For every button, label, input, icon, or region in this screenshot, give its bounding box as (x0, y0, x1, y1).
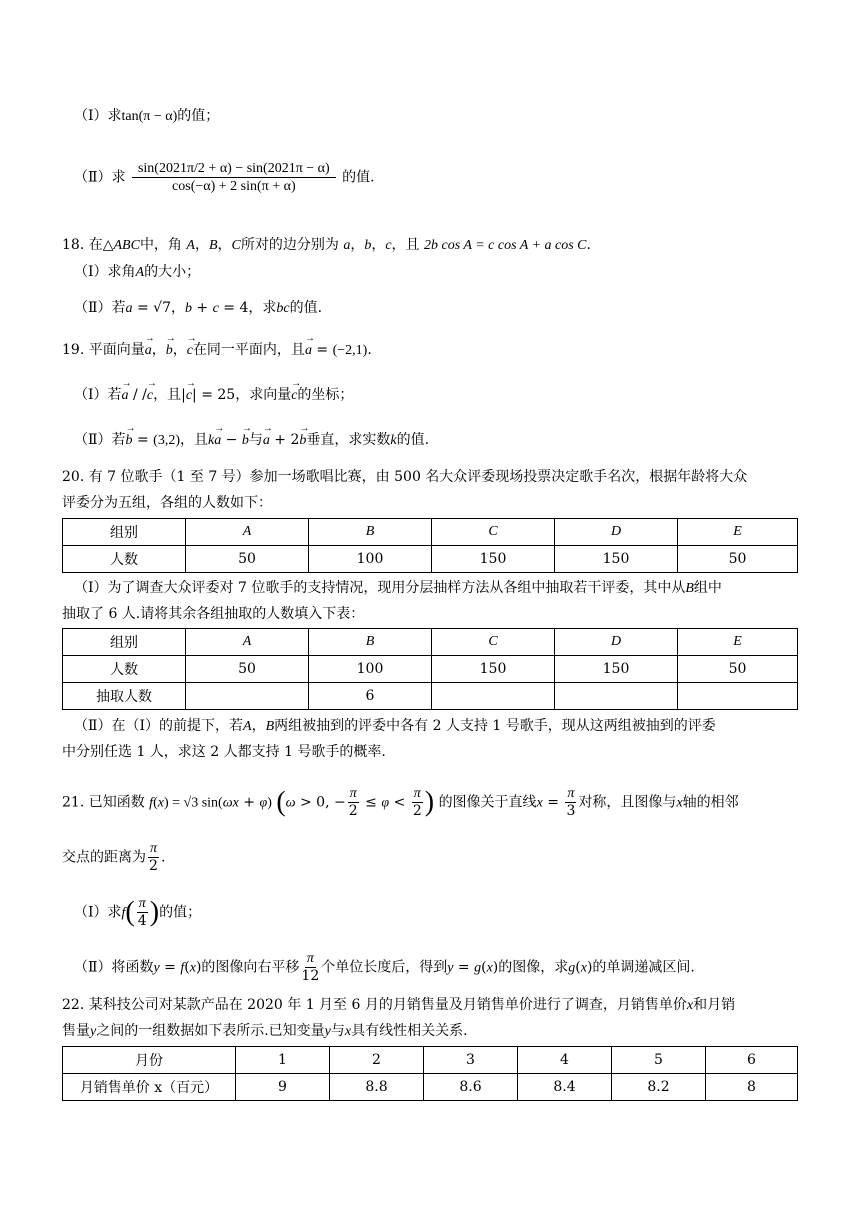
table-cell: 抽取人数 (63, 683, 186, 710)
table-cell: 8.6 (424, 1074, 518, 1101)
table-cell: 150 (555, 546, 678, 573)
q22-table (62, 1046, 798, 1101)
q20-table1 (62, 518, 798, 573)
table-cell: 6 (309, 683, 432, 710)
table-cell: D (555, 519, 678, 546)
table-cell: 5 (612, 1047, 706, 1074)
answer-cell-d[interactable] (555, 683, 678, 710)
table-cell: C (432, 519, 555, 546)
q20-table2 (62, 628, 798, 710)
table-cell: 6 (706, 1047, 798, 1074)
table-cell: 100 (309, 656, 432, 683)
q19-part2: （Ⅱ）若→ b = (3,2)，且k→ a − → b与→ a + 2→ b垂直，求实数k的值. (74, 430, 429, 451)
table-cell: E (678, 629, 798, 656)
table-cell: 1 (236, 1047, 330, 1074)
table-cell: 8.2 (612, 1074, 706, 1101)
q20-stem-line1: 20. 有 7 位歌手（1 至 7 号）参加一场歌唱比赛，由 500 名大众评委现场投票决定歌手名次，根据年龄将大众 (62, 469, 748, 485)
q22-stem-line1: 22. 某科技公司对某款产品在 2020 年 1 月至 6 月的月销售量及月销售单价进行了调查，月销售单价x和月销 (62, 997, 736, 1013)
q21-part1: （Ⅰ）求f( $\frac{\pi}{4}$ )的值； (74, 896, 202, 929)
table-cell: 50 (678, 656, 798, 683)
q17-part2: （Ⅱ）求 $\frac{\sin(2021\pi/2 + \alpha) - \sin(2021\pi - \alpha)}{\cos(-\alpha) + 2 \sin(\pi + \alpha)}$ 的值. (74, 161, 375, 194)
q19-stem: 19. 平面向量→ a，→ b，→ c在同一平面内，且→ a = (−2,1). (62, 340, 372, 361)
table-cell: 月份 (63, 1047, 236, 1074)
table-cell: 8.8 (330, 1074, 424, 1101)
table-cell: 2 (330, 1047, 424, 1074)
table-cell: A (186, 519, 309, 546)
table-cell: 组别 (63, 629, 186, 656)
q18-stem: 18. 在△ABC中，角 A，B，C所对的边分别为 a，b，c，且 2b cos A = c cos A + a cos C. (62, 237, 591, 253)
q18-part1: （Ⅰ）求角A的大小； (74, 264, 201, 280)
answer-cell-a[interactable] (186, 683, 309, 710)
table-cell: 4 (518, 1047, 612, 1074)
q19-part1: （Ⅰ）若→ a / /→ c，且|→ c| = 25，求向量→ c的坐标； (74, 385, 353, 406)
q21-stem-line1: 21. 已知函数 f(x) = √3 sin(ωx + φ) (ω > 0, − $\frac{\pi}{2}$ ≤ φ < $\frac{\pi}{2}$ ) 的图像关于直线x = $\frac{\pi}{3}$ 对称，且图像与x轴的相邻 (62, 786, 739, 819)
table-cell: A (186, 629, 309, 656)
q20-part2-line1: （Ⅱ）在（Ⅰ）的前提下，若A，B两组被抽到的评委中各有 2 人支持 1 号歌手，现从这两组被抽到的评委 (74, 718, 716, 734)
table-cell: B (309, 629, 432, 656)
q22-stem-line2: 售量y之间的一组数据如下表所示.已知变量y与x具有线性相关关系. (62, 1023, 468, 1039)
q20-part2-line2: 中分别任选 1 人，求这 2 人都支持 1 号歌手的概率. (62, 744, 386, 760)
table-cell: 150 (555, 656, 678, 683)
table-cell: 150 (432, 656, 555, 683)
table-cell: 8 (706, 1074, 798, 1101)
table-cell: 人数 (63, 656, 186, 683)
q17-part1: （Ⅰ）求tan(π − α)的值； (74, 108, 220, 124)
table-cell: E (678, 519, 798, 546)
answer-cell-c[interactable] (432, 683, 555, 710)
table-cell: 50 (186, 656, 309, 683)
q18-part2: （Ⅱ）若a = √7，b + c = 4，求bc的值. (74, 300, 323, 316)
table-cell: 9 (236, 1074, 330, 1101)
q20-part1-line1: （Ⅰ）为了调查大众评委对 7 位歌手的支持情况，现用分层抽样方法从各组中抽取若干评委，其中从B组中 (74, 580, 722, 596)
table-cell: B (309, 519, 432, 546)
table-cell: 50 (678, 546, 798, 573)
q21-stem-line2: 交点的距离为 $\frac{\pi}{2}$ . (62, 841, 166, 874)
answer-cell-e[interactable] (678, 683, 798, 710)
q20-stem-line2: 评委分为五组，各组的人数如下： (62, 495, 272, 511)
table-cell: 100 (309, 546, 432, 573)
table-cell: 组别 (63, 519, 186, 546)
table-cell: 50 (186, 546, 309, 573)
table-cell: C (432, 629, 555, 656)
table-cell: 人数 (63, 546, 186, 573)
table-cell: D (555, 629, 678, 656)
table-cell: 150 (432, 546, 555, 573)
table-cell: 月销售单价 x（百元） (63, 1074, 236, 1101)
table-cell: 3 (424, 1047, 518, 1074)
q20-part1-line2: 抽取了 6 人.请将其余各组抽取的人数填入下表： (62, 606, 365, 622)
table-cell: 8.4 (518, 1074, 612, 1101)
q21-part2: （Ⅱ）将函数y = f(x)的图像向右平移 $\frac{\pi}{12}$ 个单位长度后，得到y = g(x)的图像，求g(x)的单调递减区间. (74, 951, 695, 984)
